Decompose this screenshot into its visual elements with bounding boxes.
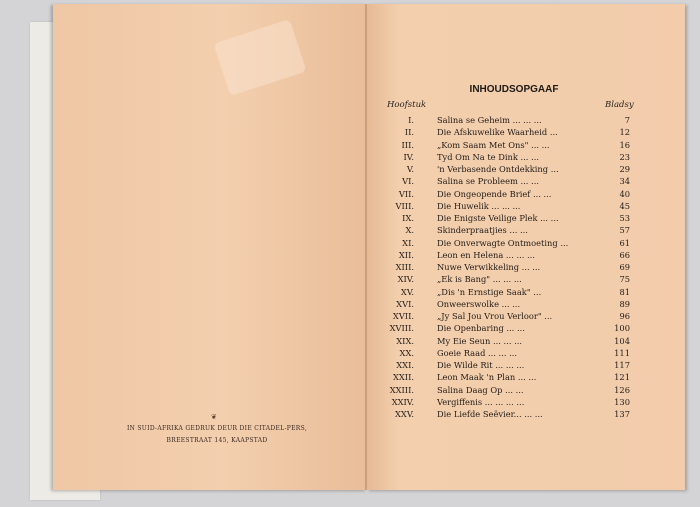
page-number: 117 — [614, 360, 630, 370]
page-number: 57 — [619, 225, 630, 236]
chapter-number: XI. — [402, 237, 414, 248]
chapter-number: IV. — [403, 151, 414, 162]
page-number: 100 — [614, 323, 630, 334]
table-of-contents — [380, 114, 640, 420]
chapter-number: VI. — [402, 176, 414, 187]
chapter-number: I. — [408, 115, 414, 125]
chapter-number: IX. — [402, 213, 414, 223]
chapter-number: XVI. — [396, 298, 414, 309]
chapter-number: III. — [401, 139, 414, 150]
chapter-title: „Kom Saam Met Ons" ... ... — [437, 139, 550, 150]
toc-row — [380, 396, 640, 408]
page-number: 130 — [614, 396, 630, 407]
page-number: 66 — [619, 249, 630, 260]
page-number: 69 — [619, 262, 630, 272]
chapter-title: Die Afskuwelike Waarheid ... — [437, 127, 558, 138]
chapter-title: Die Huwelik ... ... ... — [437, 200, 521, 211]
chapter-title: „Ek is Bang" ... ... ... — [437, 274, 522, 285]
chapter-number: II. — [404, 127, 414, 138]
chapter-number: XIV. — [397, 274, 414, 285]
printer-ornament-icon: ❦ — [211, 413, 217, 421]
chapter-number: V. — [406, 164, 414, 174]
chapter-number: XX. — [399, 347, 414, 358]
chapter-number: XVII. — [392, 311, 414, 321]
toc-row — [380, 139, 640, 151]
page-number: 137 — [614, 409, 630, 419]
toc-title: INHOUDSOPGAAF — [469, 84, 559, 95]
chapter-title: Die Liefde Seëvier... ... ... — [437, 409, 543, 419]
toc-row — [380, 298, 640, 310]
toc-row — [380, 371, 640, 383]
left-page — [53, 4, 367, 490]
toc-row — [380, 359, 640, 371]
toc-row — [380, 408, 640, 420]
toc-row — [380, 175, 640, 187]
toc-row — [380, 384, 640, 396]
page-number: 45 — [619, 200, 630, 211]
toc-row — [380, 224, 640, 236]
chapter-title: Leon Maak 'n Plan ... ... — [437, 372, 537, 383]
chapter-number: XXIV. — [391, 396, 414, 407]
toc-row — [380, 273, 640, 285]
page-number: 12 — [619, 127, 630, 138]
chapter-number: XII. — [398, 249, 414, 260]
chapter-title: Vergiffenis ... ... ... ... — [437, 396, 525, 407]
chapter-title: Die Enigste Veilige Plek ... ... — [437, 213, 559, 223]
page-number: 53 — [619, 213, 630, 223]
chapter-number: XV. — [400, 286, 414, 297]
chapter-number: XXII. — [392, 372, 414, 383]
imprint-line-2: BREESTRAAT 145, KAAPSTAD — [166, 437, 268, 444]
toc-row — [380, 151, 640, 163]
page-number: 34 — [619, 176, 630, 187]
chapter-number: XIX. — [396, 335, 414, 346]
chapter-title: „Jy Sal Jou Vrou Verloor" ... — [437, 311, 553, 321]
page-number: 96 — [619, 311, 630, 321]
toc-row — [380, 335, 640, 347]
chapter-number: XXV. — [395, 409, 414, 419]
toc-row — [380, 163, 640, 175]
chapter-title: Die Wilde Rit ... ... ... — [437, 360, 525, 370]
page-number: 29 — [619, 164, 630, 174]
chapter-title: Nuwe Verwikkeling ... ... — [437, 262, 541, 272]
page-number: 111 — [614, 347, 630, 358]
toc-row — [380, 188, 640, 200]
chapter-number: XXIII. — [389, 384, 414, 395]
chapter-title: Salina se Probleem ... ... — [437, 176, 539, 187]
page-number: 23 — [619, 151, 630, 162]
page-number: 81 — [619, 286, 630, 297]
chapter-number: VIII. — [395, 200, 414, 211]
chapter-title: Goeie Raad ... ... ... — [437, 347, 518, 358]
page-number: 89 — [619, 298, 630, 309]
chapter-title: Onweerswolke ... ... — [437, 298, 521, 309]
chapter-title: Die Openbaring ... ... — [437, 323, 525, 334]
toc-row — [380, 347, 640, 359]
chapter-number: VII. — [398, 188, 414, 199]
toc-row — [380, 114, 640, 126]
chapter-title: Salina se Geheim ... ... ... — [437, 115, 542, 125]
toc-row — [380, 237, 640, 249]
chapter-title: „Dis 'n Ernstige Saak" ... — [437, 286, 542, 297]
chapter-column-header: Hoofstuk — [387, 100, 427, 110]
imprint-line-1: IN SUID-AFRIKA GEDRUK DEUR DIE CITADEL-PERS, — [126, 425, 308, 432]
toc-row — [380, 126, 640, 138]
page-number: 16 — [619, 139, 630, 150]
page-number: 40 — [619, 188, 630, 199]
toc-row — [380, 322, 640, 334]
chapter-title: Die Ongeopende Brief ... ... — [437, 188, 552, 199]
chapter-title: Leon en Helena ... ... ... — [437, 249, 535, 260]
page-number: 7 — [624, 115, 630, 125]
chapter-title: Die Onverwagte Ontmoeting ... — [437, 237, 569, 248]
toc-row — [380, 286, 640, 298]
toc-row — [380, 212, 640, 224]
page-number: 75 — [619, 274, 630, 285]
chapter-number: XVIII. — [389, 323, 414, 334]
page-number: 61 — [619, 237, 630, 248]
page-number: 121 — [614, 372, 630, 383]
chapter-title: Salina Daag Op ... ... — [437, 384, 524, 395]
page-column-header: Bladsy — [605, 100, 634, 110]
chapter-title: Skinderpraatjies ... ... — [437, 225, 528, 236]
chapter-title: My Eie Seun ... ... ... — [437, 335, 523, 346]
toc-row — [380, 249, 640, 261]
chapter-title: Tyd Om Na te Dink ... ... — [437, 151, 539, 162]
chapter-number: XXI. — [396, 360, 414, 370]
toc-row — [380, 200, 640, 212]
toc-row — [380, 261, 640, 273]
chapter-number: X. — [405, 225, 414, 236]
toc-row — [380, 310, 640, 322]
page-number: 126 — [614, 384, 630, 395]
page-number: 104 — [614, 335, 630, 346]
chapter-title: 'n Verbasende Ontdekking ... — [437, 164, 559, 174]
chapter-number: XIII. — [395, 262, 414, 272]
